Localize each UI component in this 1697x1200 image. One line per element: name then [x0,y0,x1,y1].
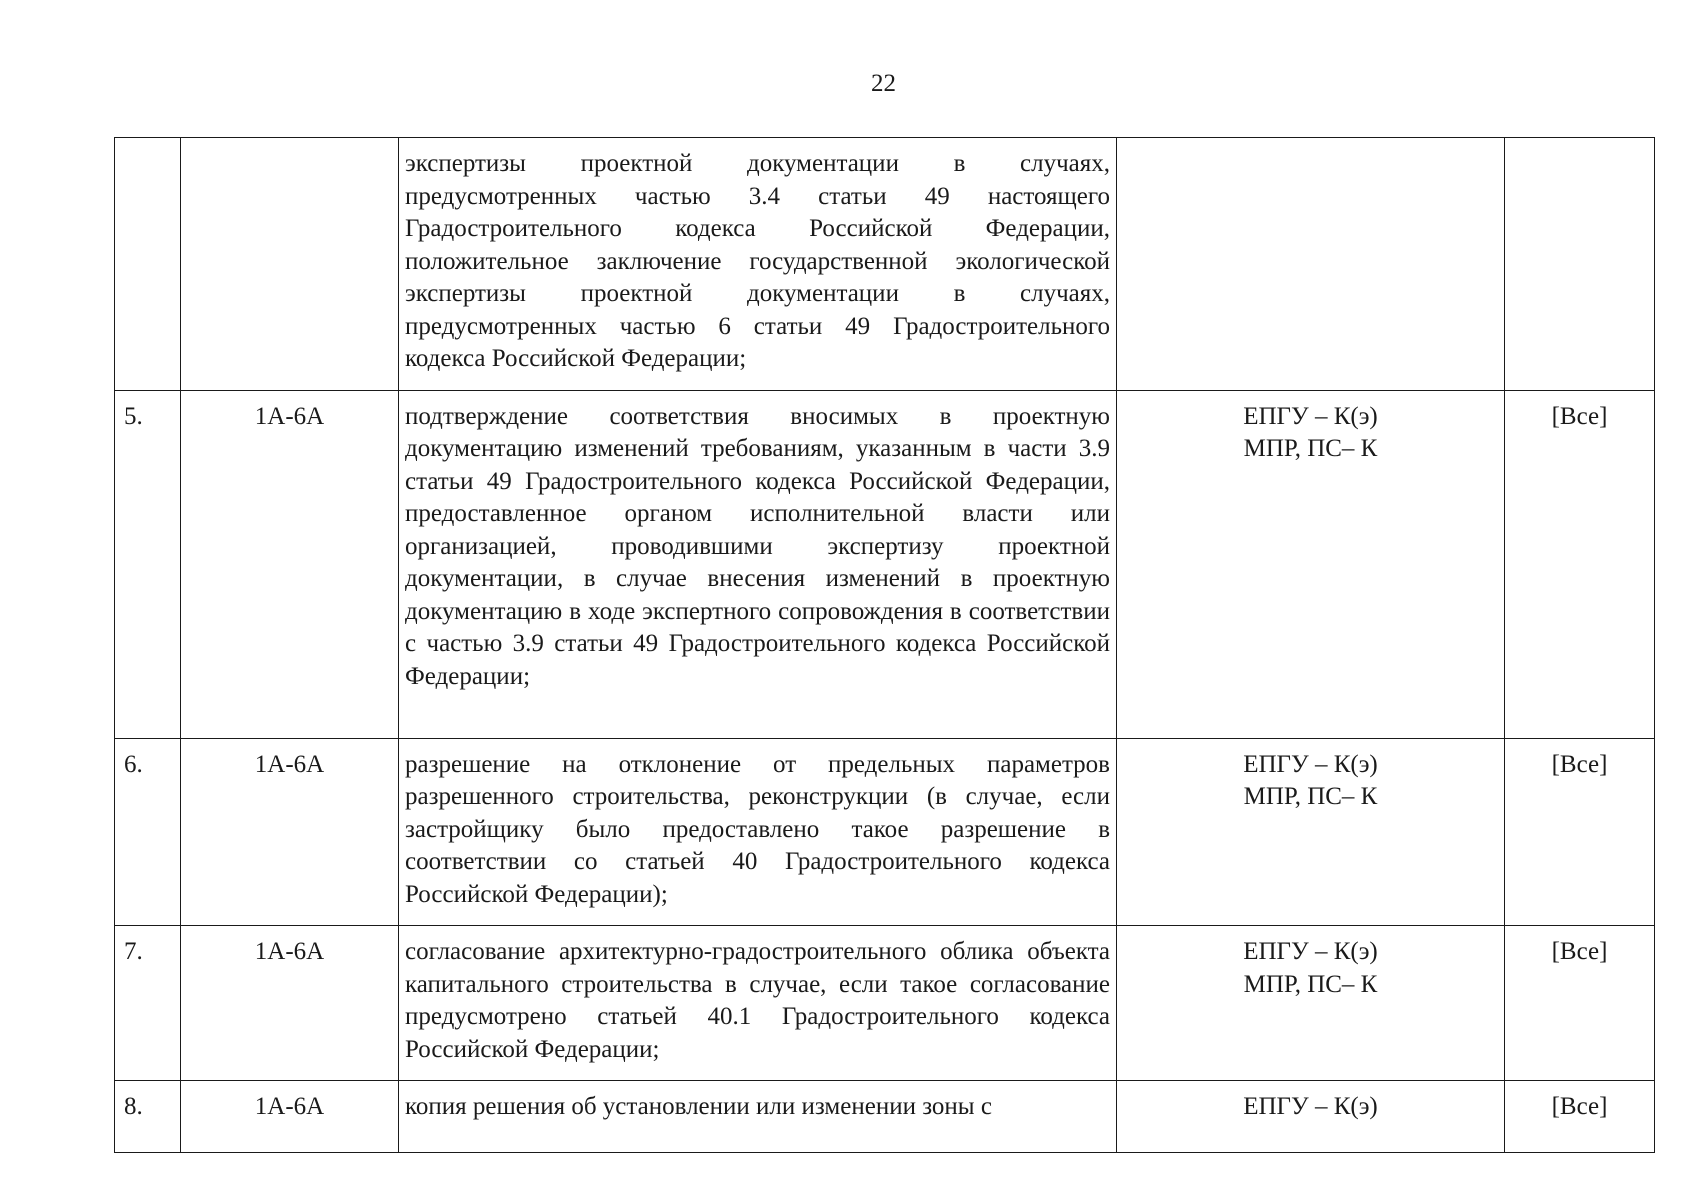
document-table [114,137,1655,1153]
table-row [115,138,1655,391]
table-row [115,390,1655,738]
row-number-cell: 8. [115,1081,181,1153]
row-document-text: согласование архитектурно-градостроительного облика объекта капитального строительства в случае, если такое согласование предусмотрено статьей 40.1 Градостроительного кодекса Российской Федерации; [399,926,1117,1081]
row-source-cell [1117,390,1505,738]
row-document-text: копия решения об установлении или изменении зоны с [399,1081,1117,1153]
row-source-cell [1117,1081,1505,1153]
row-source-cell [1117,738,1505,926]
row-document-text: разрешение на отклонение от предельных параметров разрешенного строительства, реконструкции (в случае, если застройщику было предоставлено такое разрешение в соответствии со статьей 40 Градостроительного кодекса Российской Федерации); [399,738,1117,926]
row-source-cell [1117,138,1505,391]
row-scope-cell: [Все] [1505,390,1655,738]
row-code-cell: 1А-6А [181,1081,399,1153]
row-source-primary: ЕПГУ – К(э) [1243,402,1378,430]
row-scope-cell: [Все] [1505,738,1655,926]
row-source-primary: ЕПГУ – К(э) [1243,750,1378,778]
row-source-secondary: МПР, ПС– К [1243,970,1378,998]
row-number-cell: 7. [115,926,181,1081]
table-row [115,1081,1655,1153]
row-number-cell: 6. [115,738,181,926]
row-code-cell [181,138,399,391]
row-source-cell [1117,926,1505,1081]
row-source-secondary: МПР, ПС– К [1243,435,1378,462]
table-row [115,926,1655,1081]
page-header [0,70,1697,98]
row-source-secondary: МПР, ПС– К [1243,783,1378,810]
table-row [115,738,1655,926]
row-scope-cell [1505,138,1655,391]
row-scope-cell: [Все] [1505,926,1655,1081]
page-number: 22 [871,70,896,97]
row-document-text: подтверждение соответствия вносимых в проектную документацию изменений требованиям, указанным в части 3.9 статьи 49 Градостроительного кодекса Российской Федерации, предоставленное органом исполнительной власти или организацией, проводившими экспертизу проектной документации, в случае внесения изменений в проектную документацию в ходе экспертного сопровождения в соответствии с частью 3.9 статьи 49 Градостроительного кодекса Российской Федерации; [399,390,1117,738]
row-number-cell [115,138,181,391]
row-document-text: экспертизы проектной документации в случаях, предусмотренных частью 3.4 статьи 49 настоящего Градостроительного кодекса Российской Федерации, положительное заключение государственной экологической экспертизы проектной документации в случаях, предусмотренных частью 6 статьи 49 Градостроительного кодекса Российской Федерации; [399,138,1117,391]
row-scope-cell: [Все] [1505,1081,1655,1153]
row-source-primary: ЕПГУ – К(э) [1243,938,1378,965]
row-code-cell: 1А-6А [181,738,399,926]
row-number-cell: 5. [115,390,181,738]
row-code-cell: 1А-6А [181,390,399,738]
row-source-primary: ЕПГУ – К(э) [1243,1093,1378,1120]
row-code-cell: 1А-6А [181,926,399,1081]
